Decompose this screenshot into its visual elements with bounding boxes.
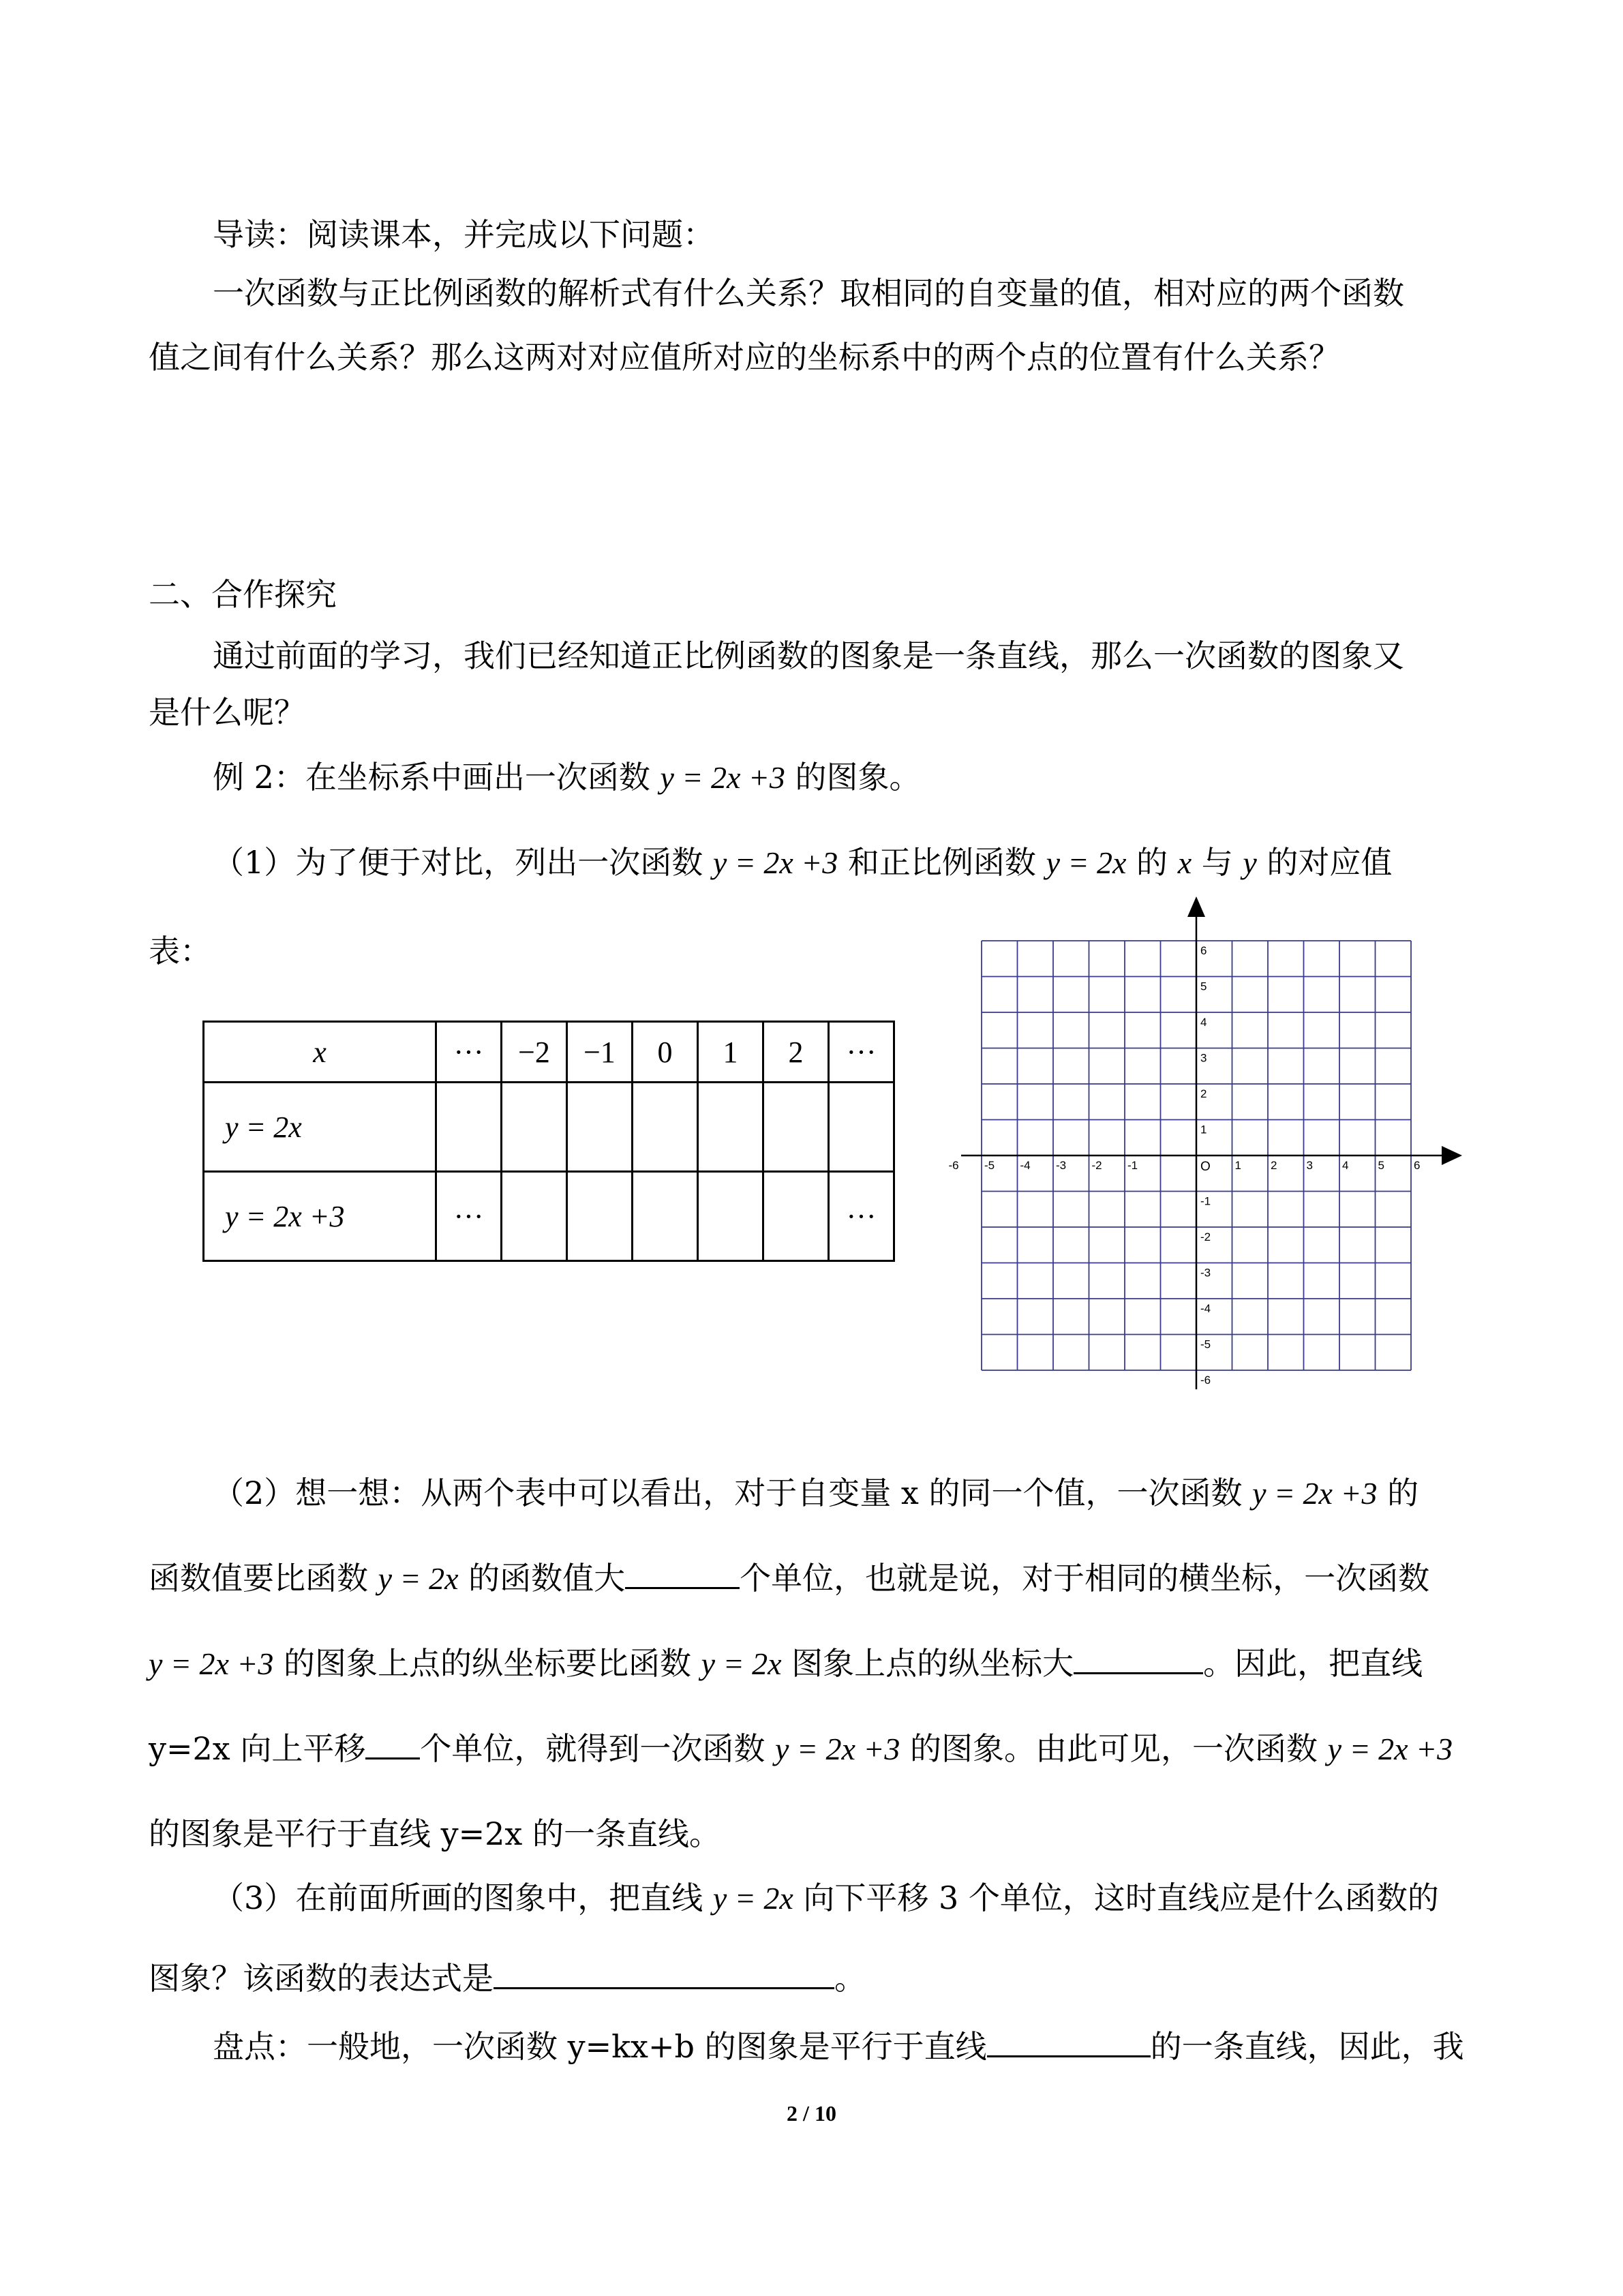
table-cell [829,1083,894,1172]
table-cell: ··· [436,1172,502,1261]
x-tick-label: 4 [1342,1159,1349,1172]
section-para-1: 通过前面的学习，我们已经知道正比例函数的图象是一条直线，那么一次函数的图象又 [213,637,1404,674]
x-tick-label: -4 [1020,1159,1031,1172]
table-cell [763,1172,829,1261]
q2-text: 的 [1377,1475,1419,1511]
x-tick-label: -6 [948,1159,959,1172]
section-heading: 二、合作探究 [149,576,337,613]
q2-line-5: 的图象是平行于直线 y=2x 的一条直线。 [149,1815,721,1852]
table-header-cell: −2 [502,1022,567,1083]
summary-line [213,2026,1464,2067]
q2-text: 个单位，也就是说，对于相同的横坐标，一次函数 [740,1560,1430,1597]
q1-text-a: （1）为了便于对比，列出一次函数 [213,844,713,881]
q2-text: 个单位，就得到一次函数 [420,1730,775,1767]
y-tick-label: -1 [1200,1194,1211,1208]
example-tail: 的图象。 [785,759,921,796]
summary-text: 的一条直线，因此，我 [1150,2028,1464,2065]
q1-text-b: 和正比例函数 [838,844,1046,881]
table-row-label: y = 2x [204,1083,436,1172]
answer-blank[interactable] [365,1730,420,1759]
x-tick-label: 3 [1306,1159,1313,1172]
q2-line-4 [149,1728,1453,1770]
q2-text: 的函数值大 [458,1560,626,1597]
q2-text: 的图象。由此可见，一次函数 [900,1730,1328,1767]
q1-text-d: 与 [1192,844,1243,881]
table-header-row [204,1022,894,1083]
x-tick-label: 1 [1234,1159,1241,1172]
section-para-2: 是什么呢？ [149,694,305,731]
example-label: 例 2：在坐标系中画出一次函数 [213,759,661,796]
example-line [213,757,921,798]
x-tick-label: 5 [1378,1159,1384,1172]
var-x: x [1177,845,1192,880]
table-cell [633,1083,698,1172]
y-tick-label: 2 [1200,1087,1207,1100]
question-1-line [213,842,1392,883]
answer-blank[interactable] [987,2028,1151,2057]
y-tick-label: -2 [1200,1230,1211,1243]
coordinate-grid [948,896,1479,1401]
answer-blank[interactable] [625,1560,740,1589]
q2-text: 。因此，把直线 [1203,1645,1423,1682]
formula-prop: y = 2x [701,1646,782,1681]
table-row [204,1172,894,1261]
table-cell [567,1172,633,1261]
q3-line-1 [213,1877,1439,1919]
x-tick-label: 2 [1271,1159,1277,1172]
q2-line-2 [149,1558,1429,1599]
summary-text: 盘点：一般地，一次函数 y=kx+b 的图象是平行于直线 [213,2028,987,2065]
q3-text: 图象？该函数的表达式是 [149,1960,494,1997]
x-tick-label: -1 [1127,1159,1138,1172]
table-cell [436,1083,502,1172]
y-tick-label: -3 [1200,1266,1211,1280]
table-cell [698,1083,763,1172]
table-cell: ··· [829,1172,894,1261]
value-table [202,1021,895,1262]
q2-text: （2）想一想：从两个表中可以看出，对于自变量 x 的同一个值，一次函数 [213,1475,1253,1511]
x-tick-label: -3 [1056,1159,1067,1172]
formula-linear: y = 2x +3 [1327,1732,1453,1766]
table-cell [698,1172,763,1261]
table-cell [502,1172,567,1261]
q3-text: 。 [834,1960,866,1997]
table-row [204,1083,894,1172]
q1-text-e: 的对应值 [1256,844,1393,881]
formula-linear: y = 2x +3 [149,1646,274,1681]
table-row-label: y = 2x +3 [204,1172,436,1261]
page-number: 2 / 10 [787,2101,836,2126]
x-tick-label: -5 [984,1159,995,1172]
y-tick-label: 5 [1200,980,1207,993]
q3-text: 向下平移 3 个单位，这时直线应是什么函数的 [793,1879,1439,1916]
q2-line-3 [149,1643,1423,1685]
q3-text: （3）在前面所画的图象中，把直线 [213,1879,713,1916]
q2-text: 图象上点的纵坐标大 [781,1645,1074,1682]
answer-blank[interactable] [1074,1645,1203,1674]
table-cell [567,1083,633,1172]
q2-text: y=2x 向上平移 [149,1730,366,1767]
y-tick-label: -5 [1200,1338,1211,1351]
q1-text-c: 的 [1126,844,1178,881]
formula-prop: y = 2x [712,1881,793,1916]
intro-line-1: 导读：阅读课本，并完成以下问题： [213,216,714,253]
formula-linear: y = 2x +3 [660,760,785,795]
q3-line-2 [149,1958,866,1999]
y-tick-label: -4 [1200,1302,1211,1315]
formula-prop: y = 2x [1046,845,1127,880]
formula-prop: y = 2x [378,1561,459,1596]
question-1-cont: 表： [149,933,211,969]
q2-text: 的图象上点的纵坐标要比函数 [273,1645,701,1682]
y-tick-label: 1 [1200,1123,1207,1136]
answer-blank[interactable] [494,1960,834,1989]
table-header-cell: 1 [698,1022,763,1083]
formula-linear: y = 2x +3 [712,845,838,880]
y-tick-label: 4 [1200,1016,1207,1029]
table-header-x: x [204,1022,436,1083]
table-header-cell: −1 [567,1022,633,1083]
table-cell [502,1083,567,1172]
table-header-cell: ··· [436,1022,502,1083]
var-y: y [1243,845,1257,880]
y-axis-arrow-icon [1187,896,1205,917]
y-tick-label: 6 [1200,944,1207,957]
y-tick-label: -6 [1200,1374,1211,1387]
q2-text: 函数值要比函数 [149,1560,378,1597]
x-tick-label: 6 [1414,1159,1421,1172]
q2-line-1 [213,1472,1419,1514]
intro-line-3: 值之间有什么关系？那么这两对对应值所对应的坐标系中的两个点的位置有什么关系？ [149,339,1340,376]
intro-line-2: 一次函数与正比例函数的解析式有什么关系？取相同的自变量的值，相对应的两个函数 [213,275,1404,312]
table-header-cell: ··· [829,1022,894,1083]
table-cell [633,1172,698,1261]
formula-linear: y = 2x +3 [775,1732,900,1766]
table-cell [763,1083,829,1172]
x-tick-label: -2 [1091,1159,1102,1172]
y-tick-label: 3 [1200,1051,1207,1065]
table-header-cell: 2 [763,1022,829,1083]
formula-linear: y = 2x +3 [1252,1476,1378,1511]
x-axis-arrow-icon [1442,1146,1462,1165]
origin-label: O [1200,1160,1211,1174]
table-header-cell: 0 [633,1022,698,1083]
